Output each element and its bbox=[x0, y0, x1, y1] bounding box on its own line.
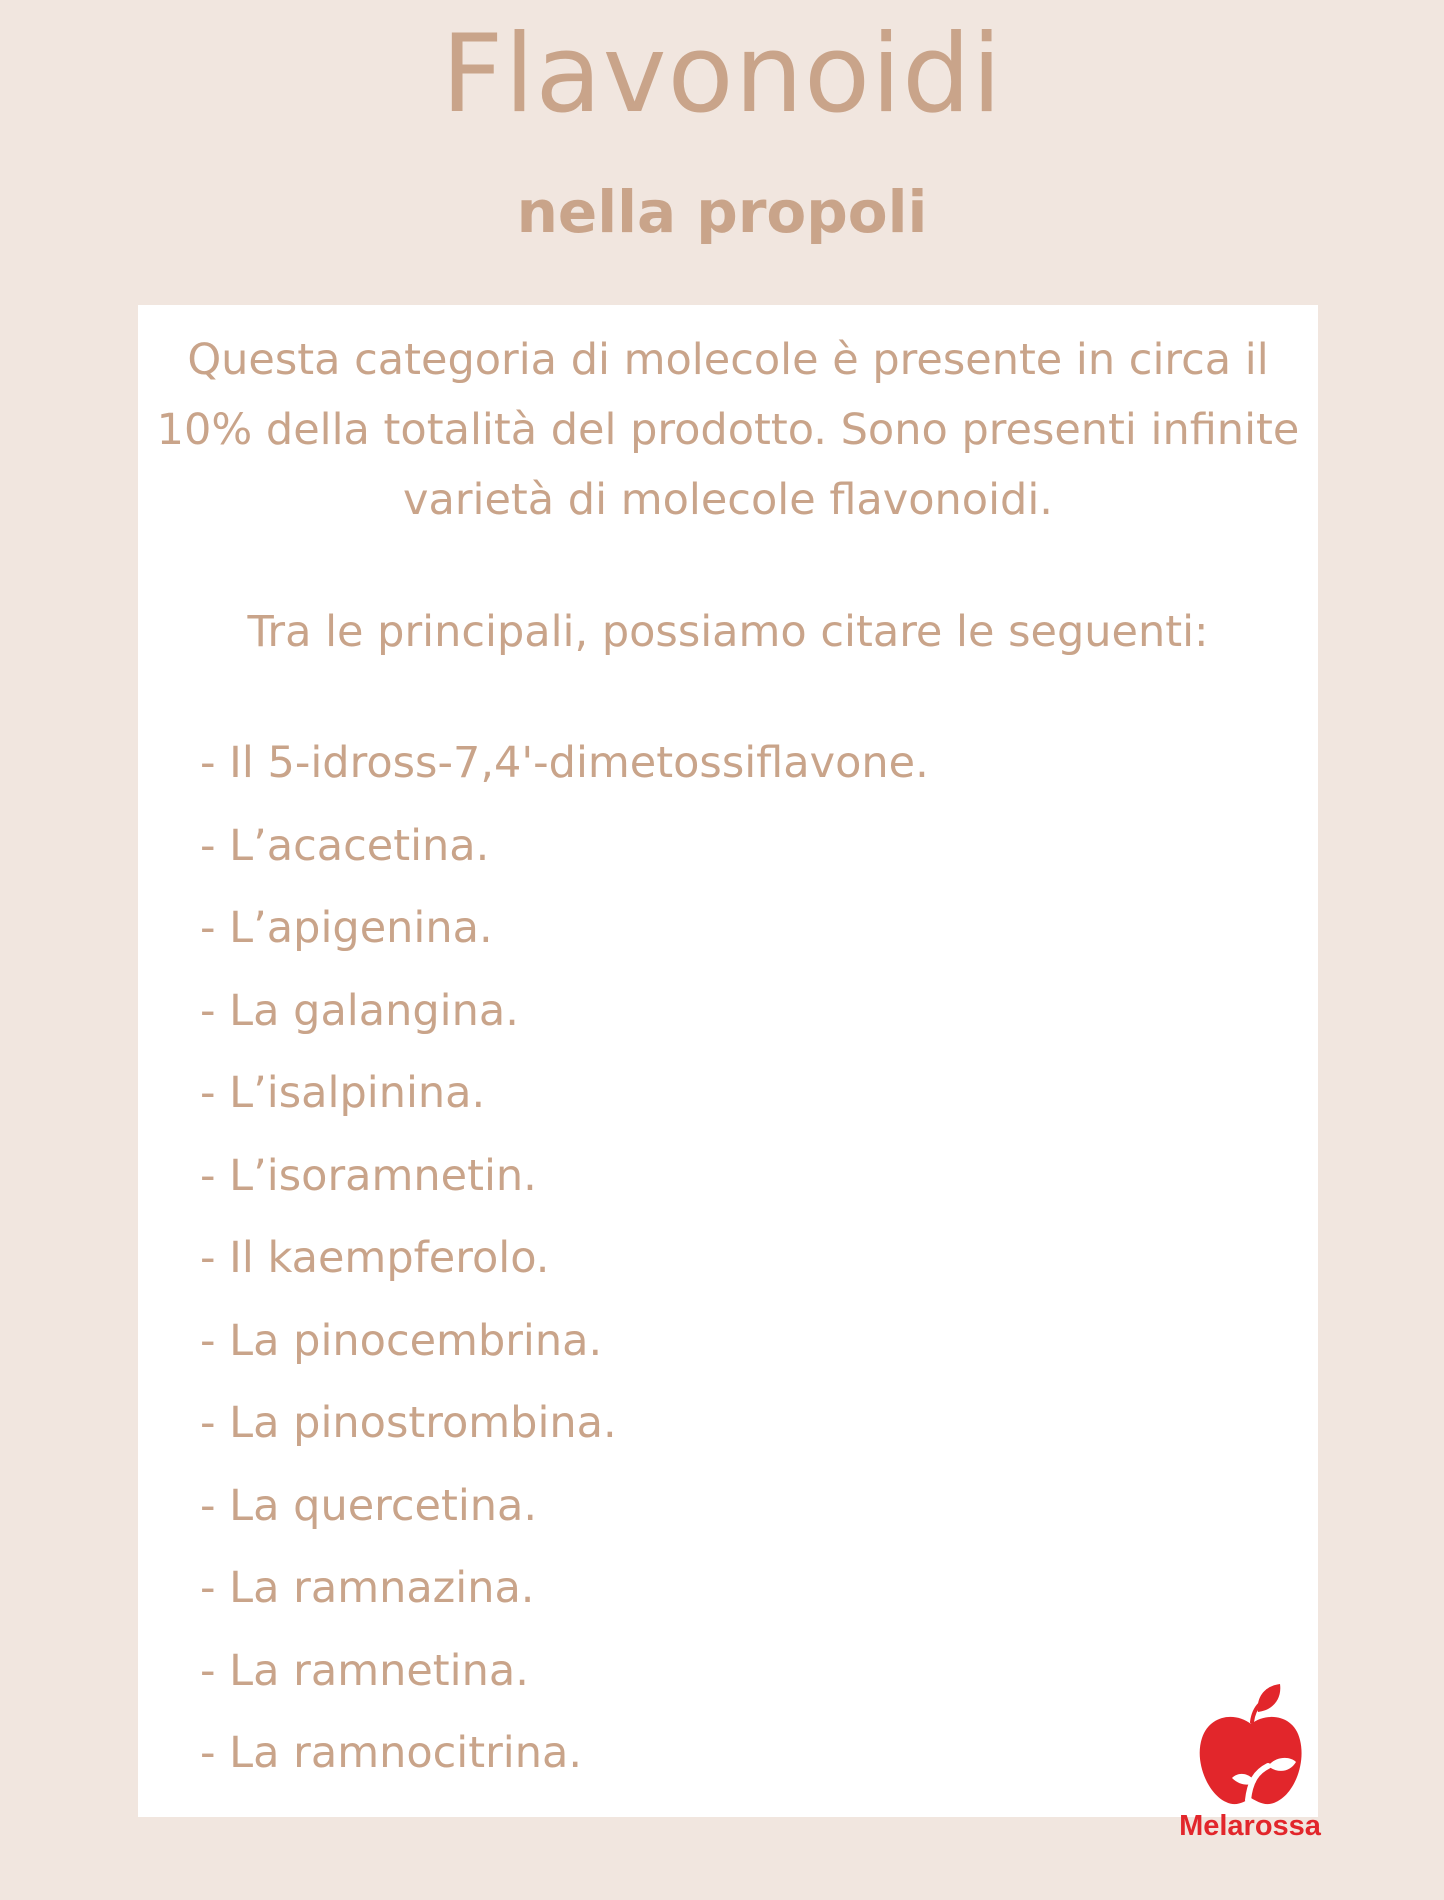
content-card bbox=[138, 305, 1318, 1817]
list-item: - La quercetina. bbox=[200, 1480, 538, 1531]
page-title: Flavonoidi bbox=[441, 12, 1003, 137]
apple-logo-icon bbox=[1196, 1682, 1306, 1808]
list-item: - Il 5-idross-7,4'-dimetossiflavone. bbox=[200, 738, 929, 788]
brand-logo bbox=[1168, 1682, 1332, 1854]
brand-name: Melarossa bbox=[1179, 1810, 1321, 1842]
list-item: - La ramnocitrina. bbox=[200, 1728, 582, 1778]
list-item: - L’acacetina. bbox=[200, 820, 490, 871]
page-subtitle: nella propoli bbox=[516, 178, 928, 246]
flavonoid-list bbox=[200, 722, 929, 1795]
list-lead: Tra le principali, possiamo citare le seguenti: bbox=[247, 607, 1209, 657]
list-item: - L’isalpinina. bbox=[200, 1068, 486, 1118]
list-item: - L’apigenina. bbox=[200, 903, 493, 953]
list-item: - Il kaempferolo. bbox=[200, 1233, 550, 1283]
list-item: - La pinostrombina. bbox=[200, 1398, 617, 1448]
list-item: - La pinocembrina. bbox=[200, 1315, 603, 1366]
list-item: - La ramnazina. bbox=[200, 1563, 535, 1613]
list-item: - L’isoramnetin. bbox=[200, 1150, 537, 1201]
list-item: - La galangina. bbox=[200, 985, 519, 1036]
intro-paragraph: Questa categoria di molecole è presente in circa il 10% della totalità del prodotto. Sono presenti infinite varietà di molecole flavonoidi. bbox=[156, 335, 1300, 525]
list-item: - La ramnetina. bbox=[200, 1645, 529, 1696]
